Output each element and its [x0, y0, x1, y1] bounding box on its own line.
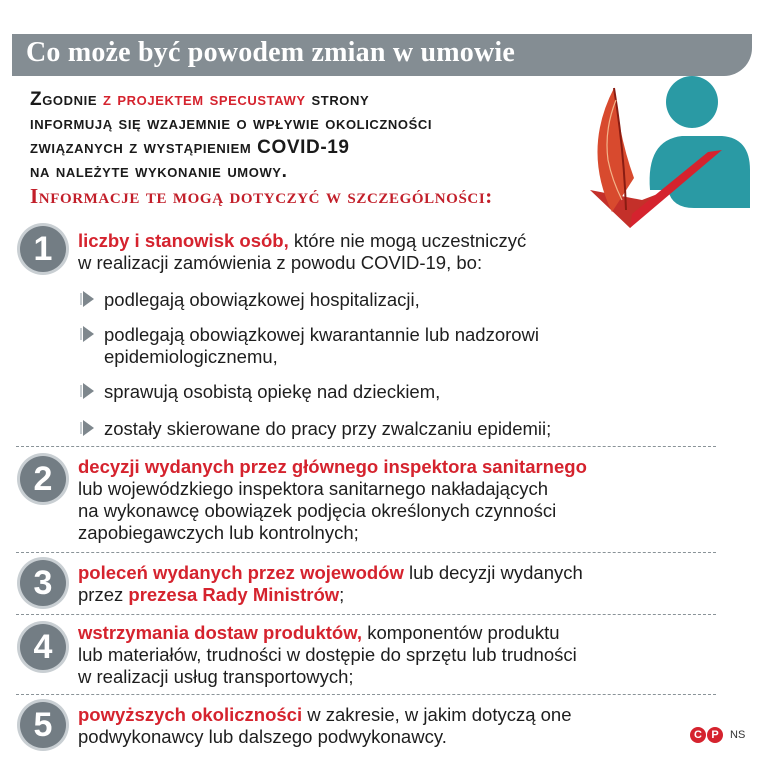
bullet-1: podlegają obowiązkowej hospitalizacji, [104, 289, 420, 310]
number-badge-2: 2 [20, 456, 66, 502]
arrow-bullet-icon [78, 381, 98, 401]
divider [16, 614, 716, 615]
item-1: liczby i stanowisk osób, które nie mogą uczestniczyć w realizacji zamówienia z powodu COVID-19, bo: [78, 230, 527, 273]
author-initials: NS [730, 729, 746, 741]
divider [16, 446, 716, 447]
page-title: Co może być powodem zmian w umowie [26, 37, 515, 68]
item-2: decyzji wydanych przez głównego inspektora sanitarnego lub wojewódzkiego inspektora sanitarnego nakładających na wykonawcę obowiązek podjęcia określonych czynności zapobiegawczych lub kontrolnych; [78, 456, 587, 543]
bullet-3: sprawują osobistą opiekę nad dzieckiem, [104, 381, 441, 402]
item-3: poleceń wydanych przez wojewodów lub decyzji wydanych przez prezesa Rady Ministrów; [78, 562, 583, 605]
arrow-bullet-icon [78, 289, 98, 309]
intro-text: Zgodnie z projektem specustawy strony informują się wzajemnie o wpływie okoliczności związanych z wystąpieniem COVID-19 na należyte wykonanie umowy. Informacje te mogą dotyczyć w szczególności: [30, 88, 630, 208]
number-badge-1: 1 [20, 226, 66, 272]
copyright-mark [690, 726, 745, 743]
number-badge-4: 4 [20, 624, 66, 670]
publisher-icon: P [707, 727, 723, 743]
copyright-icon: C [690, 727, 706, 743]
number-badge-3: 3 [20, 560, 66, 606]
divider [16, 552, 716, 553]
divider [16, 694, 716, 695]
bullet-4: zostały skierowane do pracy przy zwalczaniu epidemii; [104, 418, 552, 439]
number-badge-5: 5 [20, 702, 66, 748]
intro-subheading: Informacje te mogą dotyczyć w szczególności: [30, 184, 493, 208]
item-4: wstrzymania dostaw produktów, komponentów produktu lub materiałów, trudności w dostępie do sprzętu lub trudności w realizacji usług transportowych; [78, 622, 577, 687]
arrow-bullet-icon [78, 324, 98, 344]
bullet-2: podlegają obowiązkowej kwarantannie lub nadzorowi epidemiologicznemu, [104, 324, 540, 367]
item-5: powyższych okoliczności w zakresie, w jakim dotyczą one podwykonawcy lub dalszego podwykonawcy. [78, 704, 572, 747]
arrow-bullet-icon [78, 418, 98, 438]
